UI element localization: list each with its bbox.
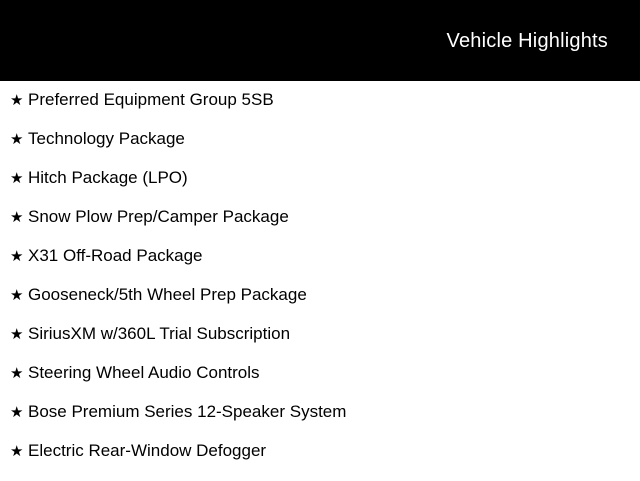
list-item-label: Hitch Package (LPO) [28,168,188,187]
list-item-label: Bose Premium Series 12-Speaker System [28,402,347,421]
star-icon: ★ [10,131,24,148]
star-icon: ★ [10,248,24,265]
list-item [0,130,640,169]
list-item [0,442,640,481]
star-icon: ★ [10,326,24,343]
star-icon: ★ [10,170,24,187]
list-item-label: Technology Package [28,129,185,148]
list-item-label: Snow Plow Prep/Camper Package [28,207,289,226]
list-item [0,208,640,247]
list-item-label: SiriusXM w/360L Trial Subscription [28,324,291,343]
list-item-label: Electric Rear-Window Defogger [28,441,267,460]
star-icon: ★ [10,443,24,460]
list-item [0,247,640,286]
list-item [0,325,640,364]
list-item [0,169,640,208]
header-bar [0,0,640,81]
star-icon: ★ [10,365,24,382]
list-item [0,91,640,130]
list-item [0,286,640,325]
star-icon: ★ [10,404,24,421]
list-item-label: Gooseneck/5th Wheel Prep Package [28,285,307,304]
star-icon: ★ [10,287,24,304]
list-item [0,403,640,442]
list-item-label: Steering Wheel Audio Controls [28,363,260,382]
vehicle-highlights-list [0,81,640,481]
star-icon: ★ [10,92,24,109]
list-item-label: X31 Off-Road Package [28,246,203,265]
star-icon: ★ [10,209,24,226]
list-item [0,364,640,403]
list-item-label: Preferred Equipment Group 5SB [28,90,274,109]
page-title: Vehicle Highlights [446,29,608,52]
